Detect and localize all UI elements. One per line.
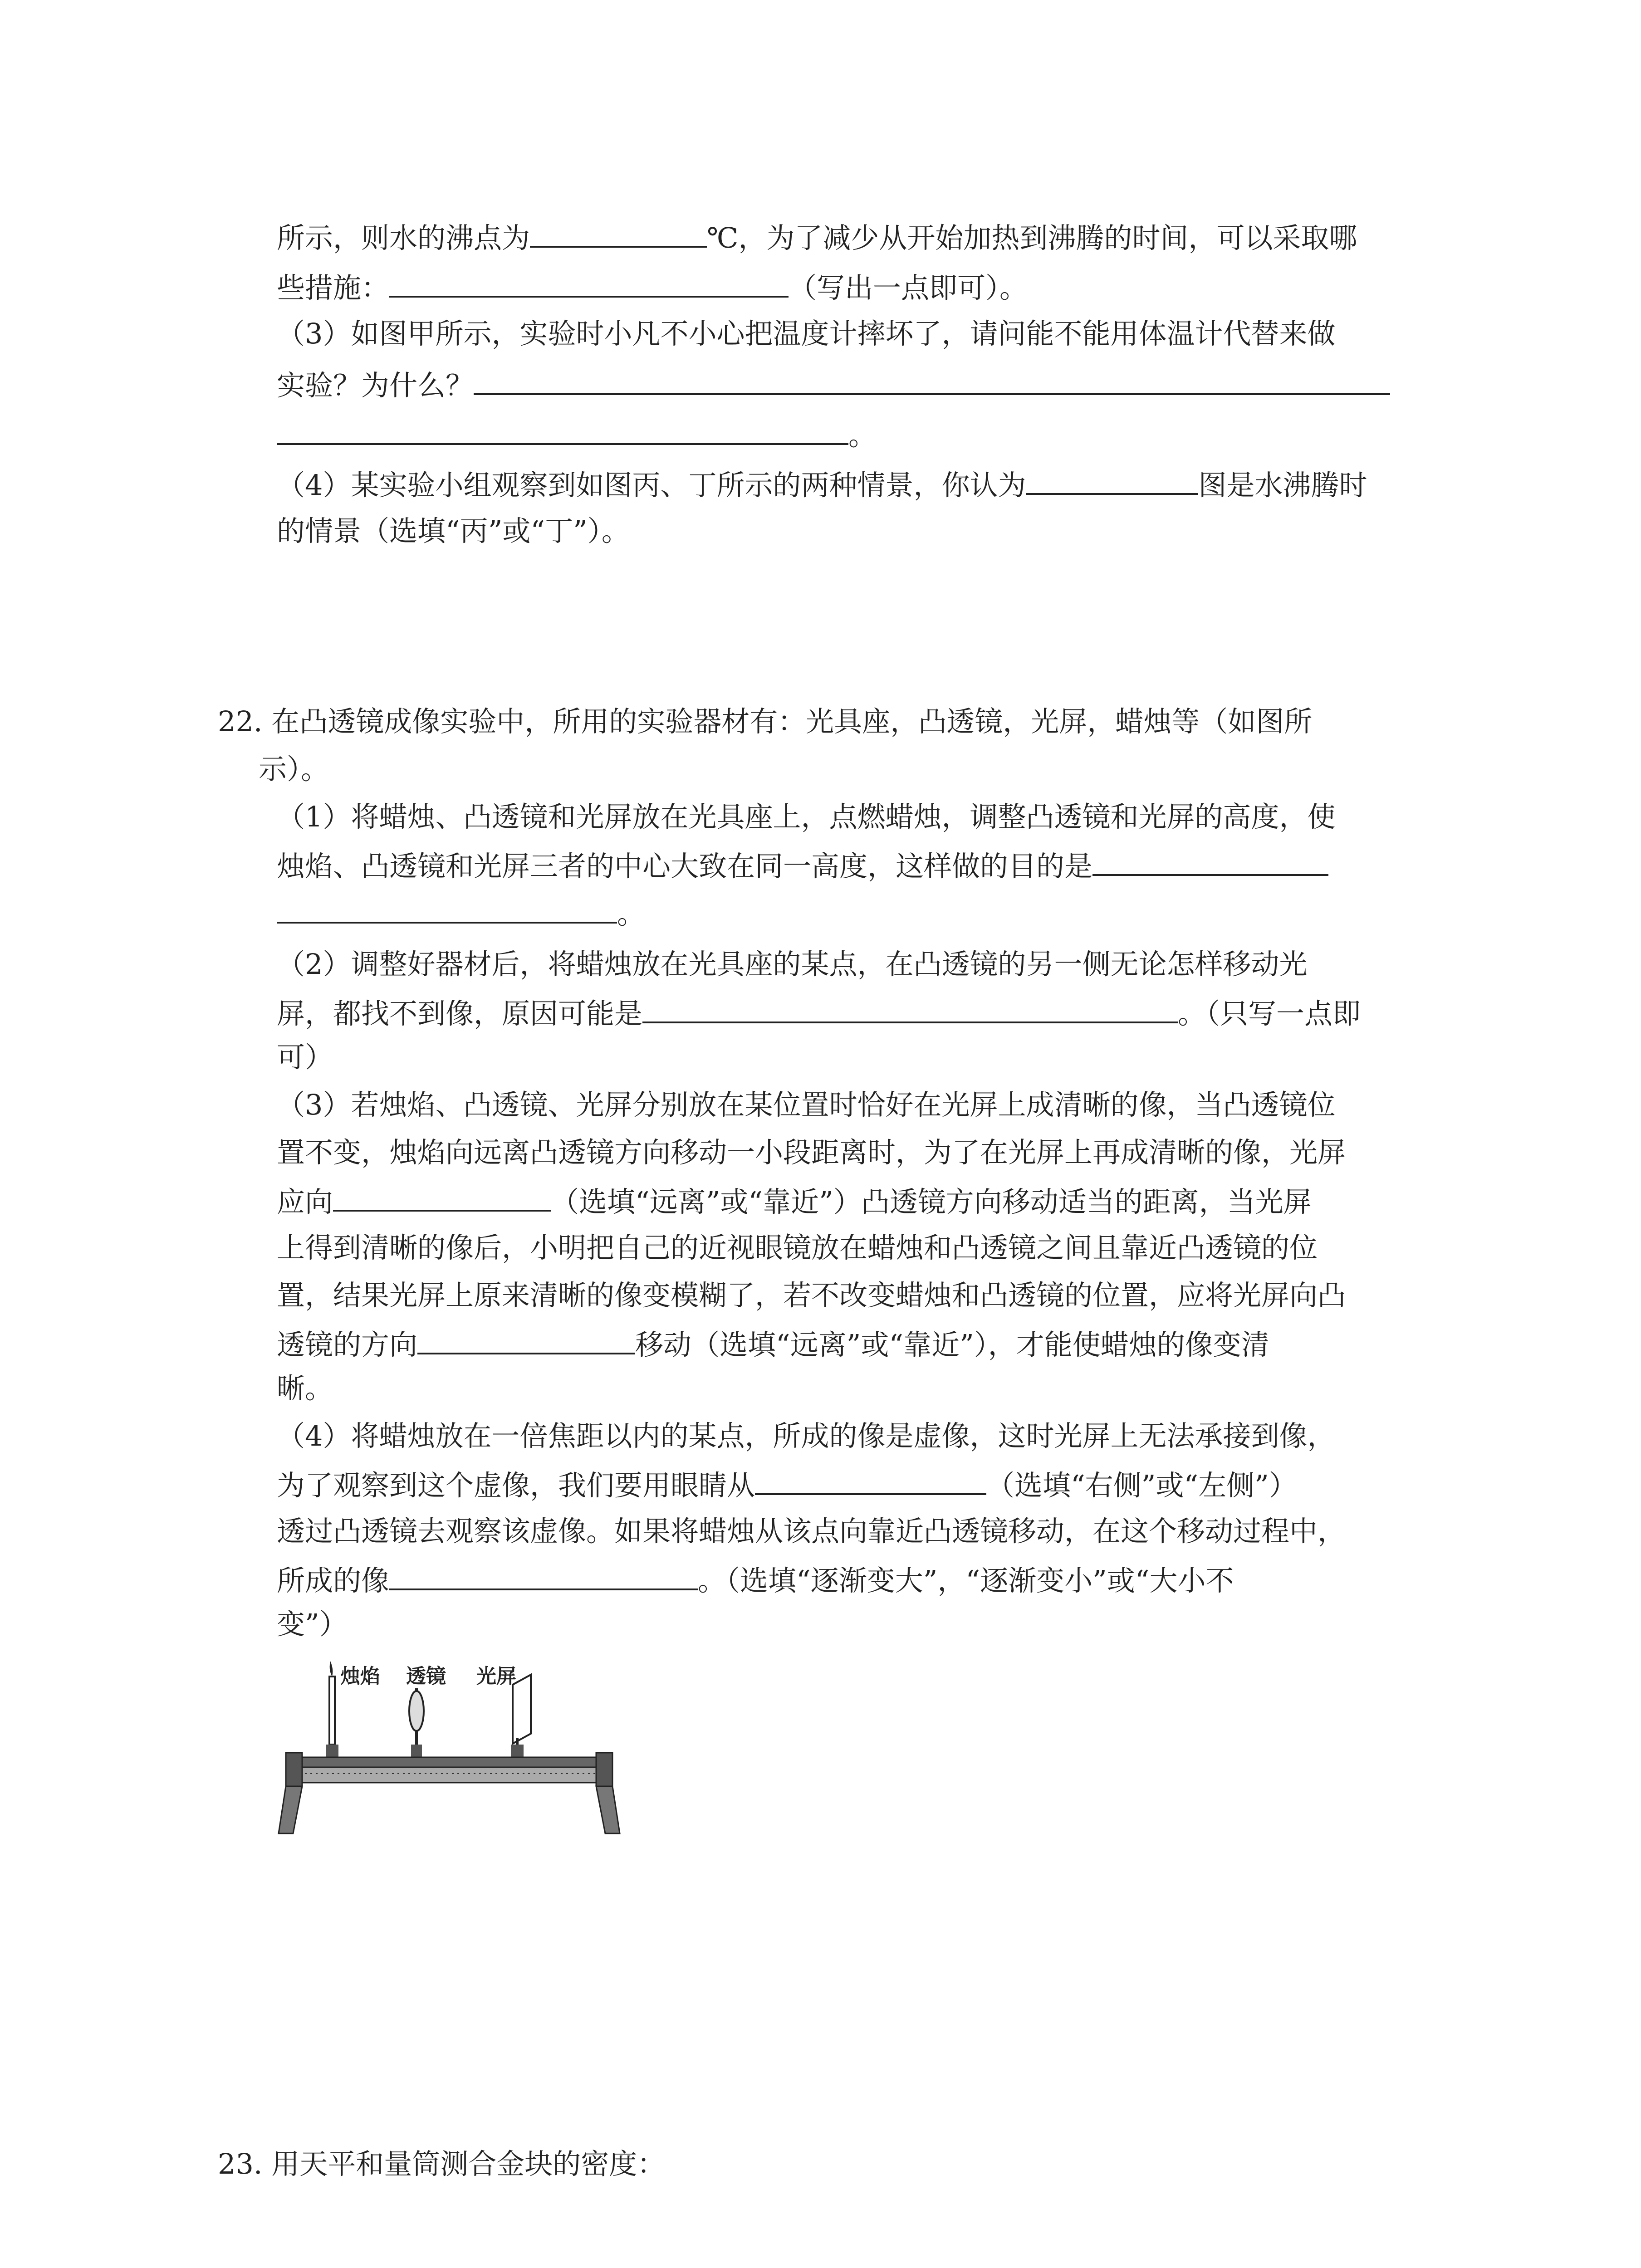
answer-blank-measures[interactable]: [389, 272, 789, 298]
answer-blank-purpose[interactable]: [1092, 850, 1328, 876]
text: 应向: [277, 1185, 333, 1218]
optical-bench-illustration: [277, 1657, 622, 1847]
text: 些措施：: [277, 271, 390, 304]
text: （写出一点即可）。: [789, 271, 1028, 304]
answer-blank-eye-side[interactable]: [755, 1470, 986, 1495]
text: 为了观察到这个虚像，我们要用眼睛从: [277, 1469, 755, 1502]
label-lens: 透镜: [406, 1665, 446, 1688]
q21-line-4: [277, 370, 1390, 400]
q22-line-5: [277, 898, 645, 928]
text: 图是水沸腾时: [1198, 469, 1367, 502]
answer-blank-myopia-direction[interactable]: [417, 1329, 635, 1354]
q22-line-4: [277, 850, 1328, 883]
text: （4）将蜡烛放在一倍焦距以内的某点，所成的像是虚像，这时光屏上无法承接到像，: [277, 1419, 1336, 1452]
text: 屏，都找不到像，原因可能是: [277, 997, 643, 1030]
question-22-stem: 22. 在凸透镜成像实验中，所用的实验器材有：光具座，凸透镜，光屏，蜡烛等（如图所: [218, 705, 1313, 738]
q21-line-7: [277, 514, 630, 547]
question-23-stem: 23. 用天平和量筒测合金块的密度：: [218, 2147, 666, 2180]
text: 。: [617, 897, 646, 930]
text: （4）某实验小组观察到如图丙、丁所示的两种情景，你认为: [277, 469, 1026, 502]
q22-line-7: [277, 998, 1361, 1028]
text: 置，结果光屏上原来清晰的像变模糊了，若不改变蜡烛和凸透镜的位置，应将光屏向凸: [277, 1279, 1346, 1312]
text: （选填“右侧”或“左侧”）: [986, 1469, 1297, 1502]
text: 移动（选填“远离”或“靠近”），才能使蜡烛的像变清: [635, 1328, 1269, 1361]
q21-line-3: [277, 317, 1336, 350]
q22-line-20: [277, 1608, 348, 1641]
answer-blank-thermometer-reason-2[interactable]: [277, 420, 848, 445]
q22-line-16: [277, 1419, 1336, 1452]
q22-line-2: [259, 753, 329, 786]
text: 的情景（选填“丙”或“丁”）。: [277, 514, 630, 547]
text: 透过凸透镜去观察该虚像。如果将蜡烛从该点向靠近凸透镜移动，在这个移动过程中，: [277, 1515, 1346, 1548]
text: （2）调整好器材后，将蜡烛放在光具座的某点，在凸透镜的另一侧无论怎样移动光: [277, 948, 1308, 981]
q22-line-19: [277, 1565, 1234, 1595]
text: 所示，则水的沸点为: [277, 221, 530, 254]
candle-icon: [326, 1661, 338, 1758]
label-screen: 光屏: [476, 1665, 516, 1688]
screen-icon: [511, 1675, 531, 1758]
text: （3）如图甲所示，实验时小凡不小心把温度计摔坏了，请问能不能用体温计代替来做: [277, 317, 1336, 350]
text: 实验？为什么？: [277, 369, 474, 402]
q22-line-18: [277, 1515, 1346, 1548]
answer-blank-screen-direction[interactable]: [333, 1186, 551, 1212]
q22-line-13: [277, 1281, 1346, 1310]
text: 示）。: [259, 753, 329, 786]
text: 置不变，烛焰向远离凸透镜方向移动一小段距离时，为了在光屏上再成清晰的像，光屏: [277, 1136, 1346, 1169]
q22-line-14: [277, 1329, 1269, 1359]
text: 晰。: [277, 1372, 333, 1405]
text: 可）: [277, 1041, 333, 1074]
q22-line-8: [277, 1041, 333, 1074]
q22-line-15: [277, 1374, 333, 1403]
text: 。（只写一点即: [1178, 997, 1361, 1030]
text: 烛焰、凸透镜和光屏三者的中心大致在同一高度，这样做的目的是: [277, 850, 1093, 883]
text: 变”）: [277, 1608, 348, 1641]
q22-line-9: [277, 1088, 1336, 1121]
q21-line-2: [277, 272, 1028, 302]
q22-line-1: [218, 705, 1313, 738]
lens-icon: [409, 1688, 424, 1758]
label-candle-flame: 烛焰: [340, 1665, 380, 1688]
text: （选填“远离”或“靠近”）凸透镜方向移动适当的距离，当光屏: [551, 1185, 1312, 1218]
text: ℃，为了减少从开始加热到沸腾的时间，可以采取哪: [707, 221, 1357, 254]
text: 透镜的方向: [277, 1328, 418, 1361]
q22-line-6: [277, 948, 1308, 981]
optical-bench-rail: [279, 1753, 620, 1833]
q21-line-1: [277, 222, 1357, 252]
text: 所成的像: [277, 1564, 390, 1597]
answer-blank-boiling-point[interactable]: [530, 222, 707, 248]
text: （1）将蜡烛、凸透镜和光屏放在光具座上，点燃蜡烛，调整凸透镜和光屏的高度，使: [277, 800, 1336, 833]
answer-blank-thermometer-reason-1[interactable]: [474, 370, 1390, 395]
q22-line-10: [277, 1136, 1346, 1169]
text: （3）若烛焰、凸透镜、光屏分别放在某位置时恰好在光屏上成清晰的像，当凸透镜位: [277, 1088, 1336, 1121]
q22-line-3: [277, 800, 1336, 833]
text: 上得到清晰的像后，小明把自己的近视眼镜放在蜡烛和凸透镜之间且靠近凸透镜的位: [277, 1231, 1318, 1264]
q22-line-17: [277, 1470, 1297, 1500]
answer-blank-purpose-2[interactable]: [277, 898, 617, 924]
q21-line-5: [277, 420, 877, 450]
text: 。: [848, 419, 877, 452]
q21-line-6: [277, 469, 1367, 502]
text: 。（选填“逐渐变大”，“逐渐变小”或“大小不: [698, 1564, 1234, 1597]
answer-blank-boiling-figure[interactable]: [1026, 469, 1198, 495]
answer-blank-image-size[interactable]: [389, 1565, 698, 1590]
optical-bench-figure: [277, 1657, 622, 1847]
answer-blank-no-image-reason[interactable]: [642, 998, 1178, 1023]
q22-line-11: [277, 1186, 1312, 1216]
q22-line-12: [277, 1231, 1318, 1264]
q23-line-1: [218, 2147, 666, 2180]
